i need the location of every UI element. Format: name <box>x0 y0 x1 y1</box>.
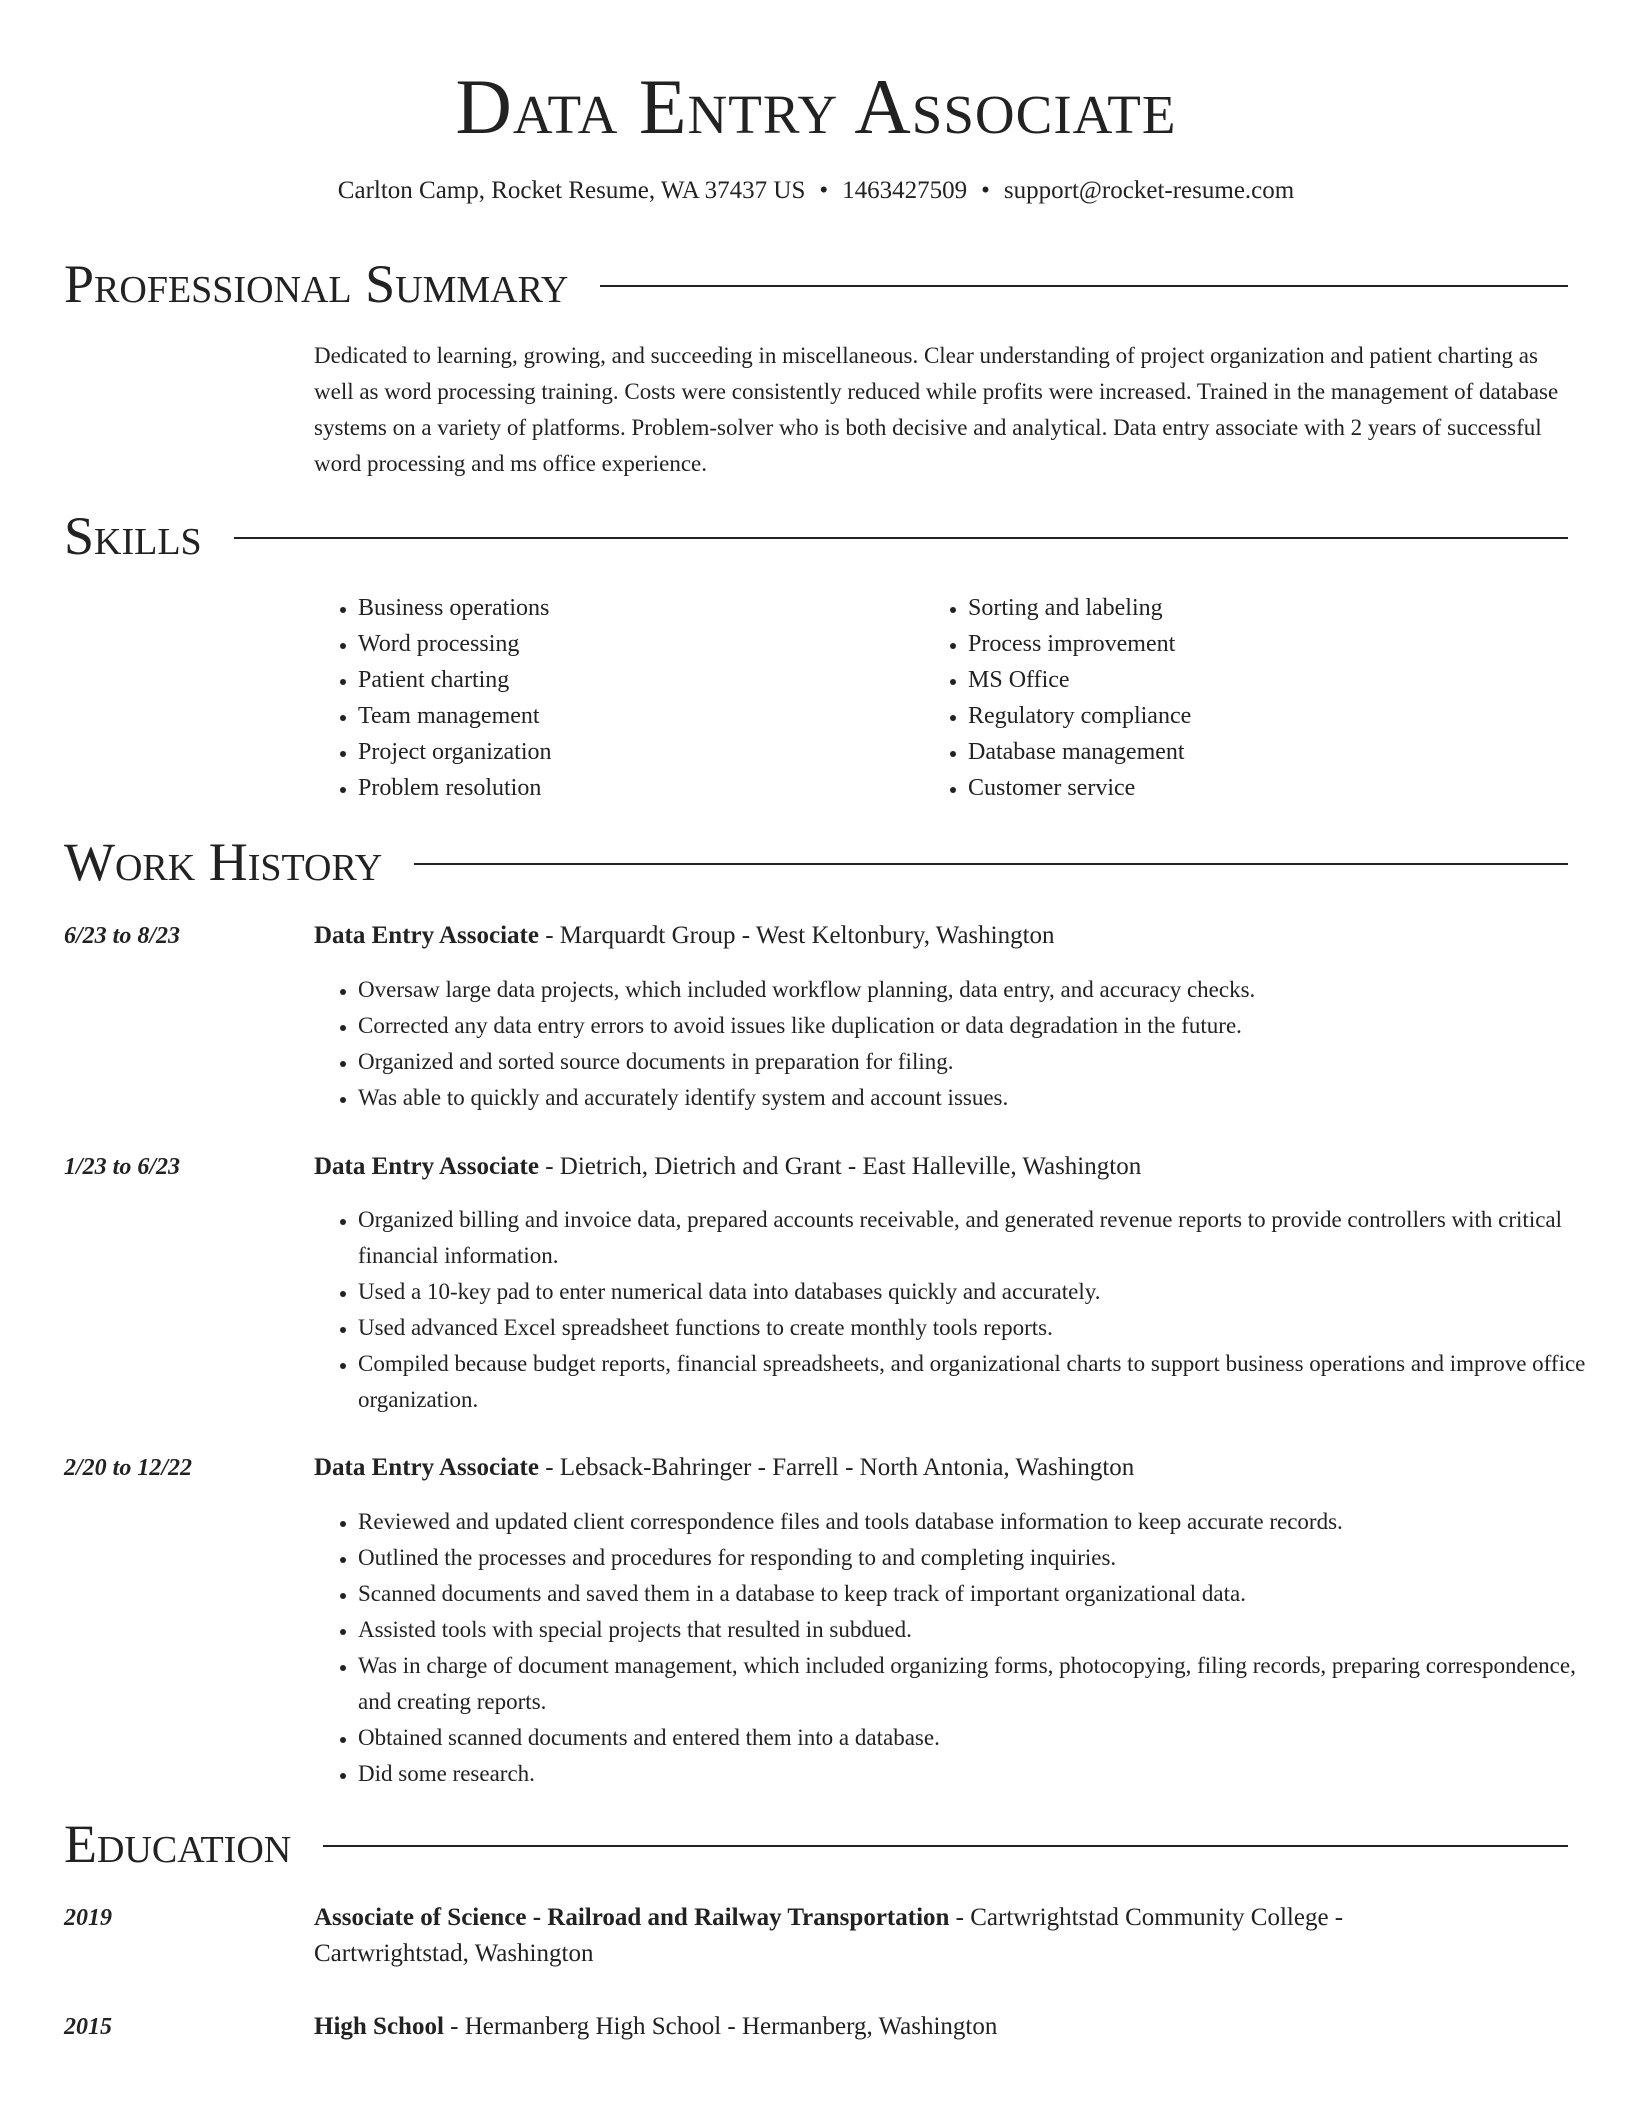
job-heading <box>314 1149 1568 1185</box>
job-duties-list <box>314 972 1612 1116</box>
skill-item: • Regulatory compliance <box>968 698 1548 734</box>
skills-list-left <box>314 590 938 806</box>
job-duty: • Used advanced Excel spreadsheet functions to create monthly tools reports. <box>358 1310 1612 1346</box>
job-dates: 6/23 to 8/23 <box>64 923 181 949</box>
job-company: - Dietrich, Dietrich and Grant - East Halleville, Washington <box>538 1153 1142 1180</box>
education-degree: High School <box>314 2013 444 2040</box>
education-school: - Hermanberg High School - Hermanberg, Washington <box>443 2013 998 2040</box>
job-duty: • Oversaw large data projects, which included workflow planning, data entry, and accuracy checks. <box>358 972 1612 1008</box>
skill-item: • Customer service <box>968 770 1548 806</box>
job-duty: • Corrected any data entry errors to avoid issues like duplication or data degradation in the future. <box>358 1008 1612 1044</box>
section-divider <box>234 537 1568 539</box>
contact-line <box>0 176 1632 206</box>
education-year: 2019 <box>64 1905 112 1931</box>
education-year: 2015 <box>64 2014 112 2040</box>
section-divider <box>323 1845 1568 1847</box>
job-duty: • Organized and sorted source documents in preparation for filing. <box>358 1044 1612 1080</box>
contact-phone: 1463427509 <box>842 177 968 204</box>
contact-address: Carlton Camp, Rocket Resume, WA 37437 US <box>337 177 806 204</box>
job-duty: • Scanned documents and saved them in a database to keep track of important organizational data. <box>358 1576 1612 1612</box>
job-company: - Lebsack-Bahringer - Farrell - North Antonia, Washington <box>538 1454 1135 1481</box>
contact-separator: • <box>981 177 990 204</box>
contact-email: support@rocket-resume.com <box>1003 177 1295 204</box>
skill-item: • Database management <box>968 734 1548 770</box>
skill-item: • Problem resolution <box>358 770 938 806</box>
job-duty: • Outlined the processes and procedures for responding to and completing inquiries. <box>358 1540 1612 1576</box>
section-title-education: Education <box>64 1814 292 1874</box>
section-divider <box>414 863 1568 865</box>
job-duty: • Was in charge of document management, which included organizing forms, photocopying, filing records, preparing correspondence, and creating reports. <box>358 1648 1612 1720</box>
skill-item: • Process improvement <box>968 626 1548 662</box>
section-divider <box>600 285 1568 287</box>
job-duty: • Compiled because budget reports, financial spreadsheets, and organizational charts to support business operations and improve office organization. <box>358 1346 1612 1418</box>
job-title: Data Entry Associate <box>314 1153 539 1180</box>
section-title-skills: Skills <box>64 506 202 566</box>
job-title: Data Entry Associate <box>314 1454 539 1481</box>
job-duty: • Obtained scanned documents and entered them into a database. <box>358 1720 1612 1756</box>
skill-item: • Patient charting <box>358 662 938 698</box>
job-duty: • Assisted tools with special projects that resulted in subdued. <box>358 1612 1612 1648</box>
skill-item: • Business operations <box>358 590 938 626</box>
job-duty: • Reviewed and updated client correspondence files and tools database information to keep accurate records. <box>358 1504 1612 1540</box>
job-heading <box>314 1450 1568 1486</box>
contact-separator: • <box>819 177 829 204</box>
skill-item: • Project organization <box>358 734 938 770</box>
section-title-work: Work History <box>64 832 383 892</box>
job-duty: • Did some research. <box>358 1756 1612 1792</box>
job-duties-list <box>314 1202 1612 1418</box>
resume-title: Data Entry Associate <box>455 63 1177 150</box>
skill-item: • Word processing <box>358 626 938 662</box>
section-header-work <box>64 832 1568 892</box>
job-dates: 2/20 to 12/22 <box>64 1455 193 1481</box>
job-duty: • Organized billing and invoice data, prepared accounts receivable, and generated revenue reports to provide controllers with critical financial information. <box>358 1202 1612 1274</box>
section-header-skills <box>64 506 1568 566</box>
job-title: Data Entry Associate <box>314 922 539 949</box>
education-degree: Associate of Science - Railroad and Railway Transportation <box>314 1904 950 1931</box>
skills-list-right <box>924 590 1548 806</box>
skill-item: • Team management <box>358 698 938 734</box>
skill-item: • MS Office <box>968 662 1548 698</box>
job-duty: • Used a 10-key pad to enter numerical data into databases quickly and accurately. <box>358 1274 1612 1310</box>
job-duties-list <box>314 1504 1612 1792</box>
section-title-summary: Professional Summary <box>64 254 569 314</box>
job-company: - Marquardt Group - West Keltonbury, Washington <box>538 922 1055 949</box>
skill-item: • Sorting and labeling <box>968 590 1548 626</box>
section-header-education <box>64 1814 1568 1874</box>
education-entry <box>314 1900 1494 1972</box>
job-duty: • Was able to quickly and accurately identify system and account issues. <box>358 1080 1612 1116</box>
education-school: - Cartwrightstad Community College - Cartwrightstad, Washington <box>314 1904 1344 1967</box>
education-entry <box>314 2009 1494 2045</box>
summary-text: Dedicated to learning, growing, and succeeding in miscellaneous. Clear understanding of project organization and patient charting as well as word processing training. Costs were consistently reduced while profits were increased. Trained in the management of database systems on a variety of platforms. Problem-solver who is both decisive and analytical. Data entry associate with 2 years of successful word processing and ms office experience. <box>314 343 1559 476</box>
section-header-summary <box>64 254 1568 314</box>
job-dates: 1/23 to 6/23 <box>64 1154 181 1180</box>
job-heading <box>314 918 1568 954</box>
